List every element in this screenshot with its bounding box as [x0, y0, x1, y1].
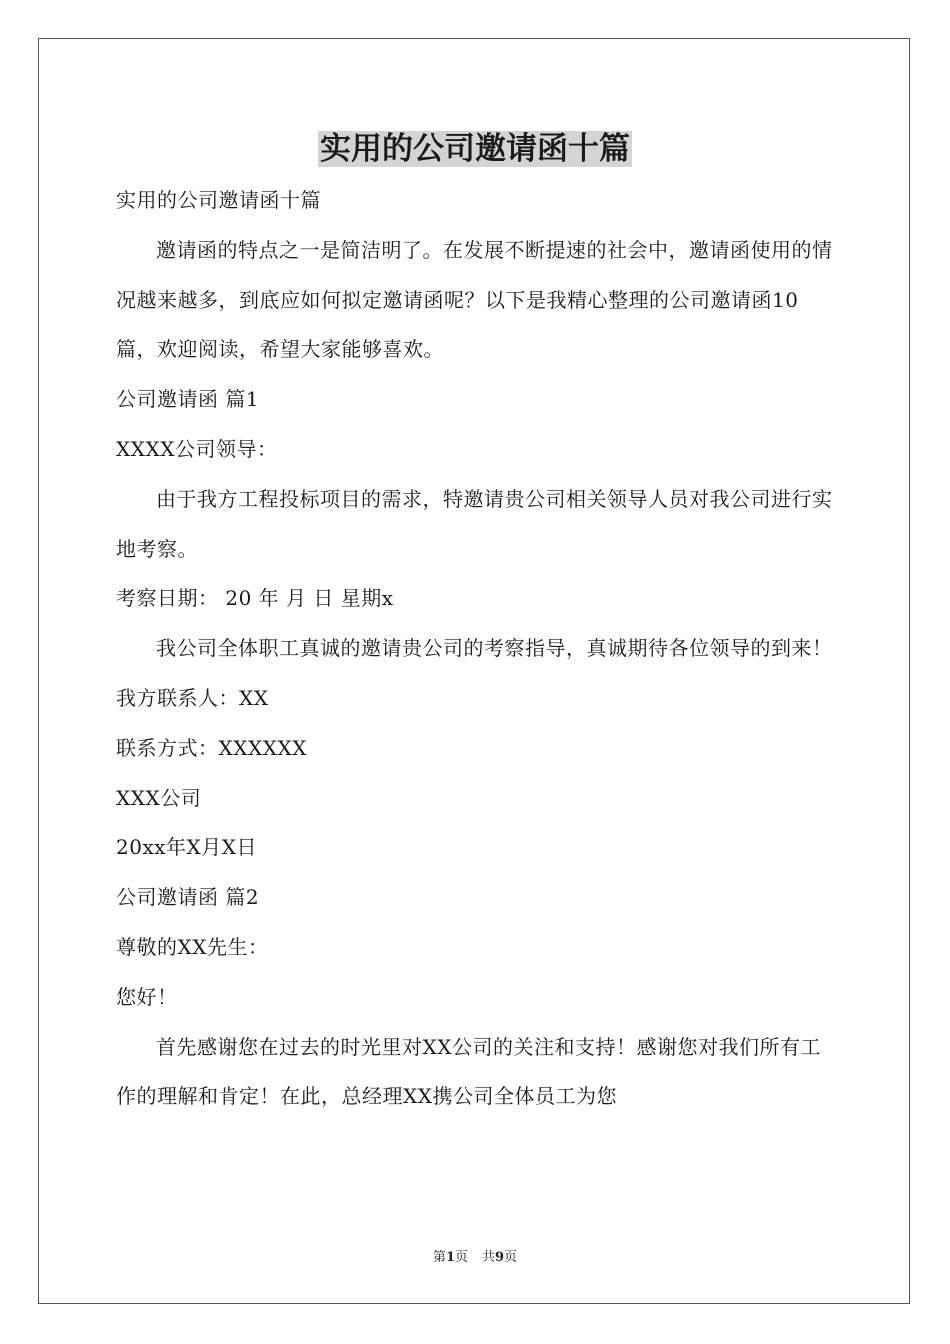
greeting-line: 您好！	[116, 984, 178, 1009]
contact-person-line: 我方联系人：XX	[116, 685, 269, 710]
document-body	[116, 176, 834, 1122]
page-footer	[0, 1246, 950, 1265]
page-prefix: 第	[432, 1250, 446, 1265]
page-suffix: 页	[454, 1250, 468, 1265]
letter-1-closing: 我公司全体职工真诚的邀请贵公司的考察指导，真诚期待各位领导的到来！	[156, 636, 833, 661]
current-page-number: 1	[445, 1250, 455, 1265]
signature-date: 20xx年X月X日	[116, 835, 257, 860]
letter-2-body: 首先感谢您在过去的时光里对XX公司的关注和支持！感谢您对我们所有工作的理解和肯定！在此，总经理XX携公司全体员工为您	[116, 1034, 821, 1109]
total-prefix: 共	[482, 1250, 496, 1265]
section-heading-1: 公司邀请函 篇1	[116, 387, 260, 412]
document-title-text: 实用的公司邀请函十篇	[320, 131, 630, 167]
total-pages-number: 9	[495, 1250, 505, 1265]
section-heading-2: 公司邀请函 篇2	[116, 885, 260, 910]
company-signature: XXX公司	[116, 785, 202, 810]
intro-paragraph: 邀请函的特点之一是简洁明了。在发展不断提速的社会中，邀请函使用的情况越来越多，到底应如何拟定邀请函呢？以下是我精心整理的公司邀请函10篇，欢迎阅读，希望大家能够喜欢。	[116, 237, 833, 362]
salutation-2: 尊敬的XX先生：	[116, 934, 269, 959]
contact-method-line: 联系方式：XXXXXX	[116, 735, 307, 760]
document-title	[0, 124, 950, 174]
letter-1-body: 由于我方工程投标项目的需求，特邀请贵公司相关领导人员对我公司进行实地考察。	[116, 486, 833, 561]
total-suffix: 页	[504, 1250, 518, 1265]
salutation-1: XXXX公司领导：	[116, 436, 278, 461]
subtitle-line: 实用的公司邀请函十篇	[116, 188, 321, 212]
inspection-date-line: 考察日期： 20 年 月 日 星期x	[116, 586, 394, 611]
